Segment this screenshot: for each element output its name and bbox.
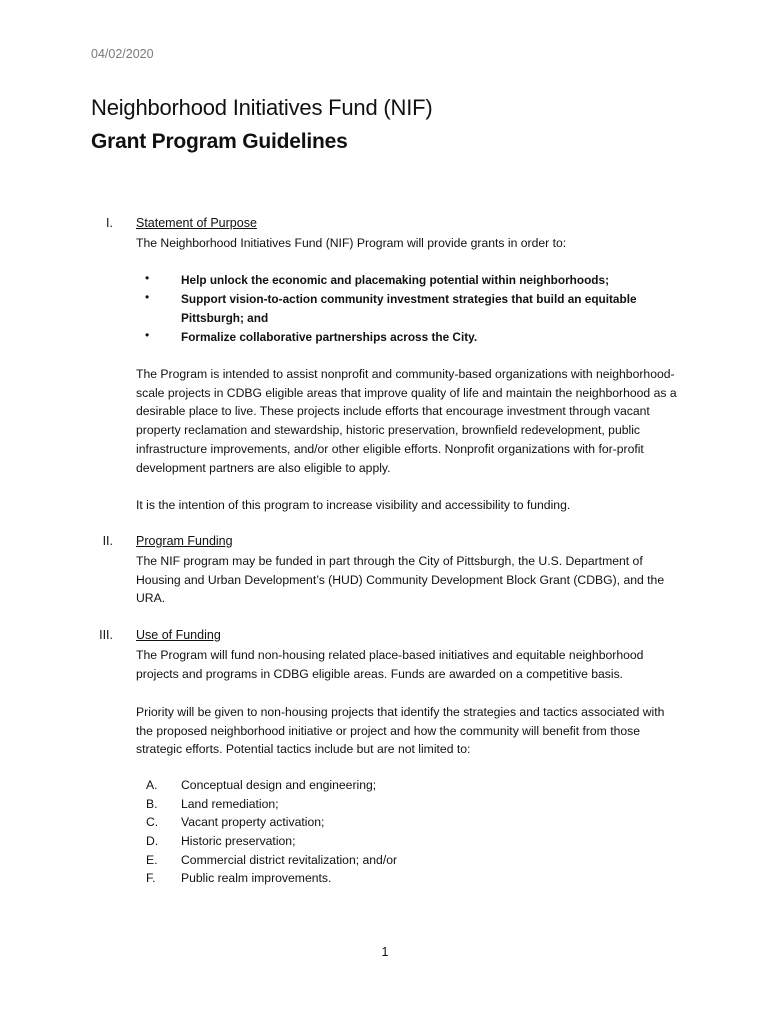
section-number: III.	[99, 628, 113, 642]
paragraph: The Program will fund non-housing related place-based initiatives and equitable neighborhood projects and programs in CDBG eligible areas. Funds are awarded on a competitive basis.	[136, 648, 644, 681]
section-number: II.	[102, 534, 113, 548]
list-letter: A.	[146, 778, 158, 792]
bullet-icon: •	[145, 328, 150, 342]
list-item: Land remediation;	[181, 797, 279, 811]
list-letter: E.	[146, 853, 158, 867]
list-item: Conceptual design and engineering;	[181, 778, 377, 792]
document-date: 04/02/2020	[91, 47, 154, 61]
document-title: Neighborhood Initiatives Fund (NIF)	[91, 95, 433, 120]
list-item: Vacant property activation;	[181, 815, 325, 829]
document-subtitle: Grant Program Guidelines	[91, 130, 348, 153]
bullet-item: Help unlock the economic and placemaking potential within neighborhoods;	[181, 273, 610, 287]
page-number: 1	[381, 945, 389, 959]
bullet-item: Formalize collaborative partnerships across the City.	[181, 330, 478, 344]
paragraph: Priority will be given to non-housing projects that identify the strategies and tactics associated with the proposed neighborhood initiative or project and how the community will benefit from those strategic efforts. Potential tactics include but are not limited to:	[136, 705, 665, 757]
list-item: Historic preservation;	[181, 834, 296, 848]
bullet-item: Support vision-to-action community investment strategies that build an equitable Pittsburgh; and	[181, 292, 637, 325]
paragraph: The NIF program may be funded in part through the City of Pittsburgh, the U.S. Department of Housing and Urban Development’s (HUD) Community Development Block Grant (CDBG), and the URA.	[136, 554, 665, 606]
list-letter: B.	[146, 797, 158, 811]
bullet-icon: •	[145, 271, 150, 285]
section-heading-program-funding: Program Funding	[136, 534, 233, 548]
section-number: I.	[106, 216, 113, 230]
list-letter: D.	[146, 834, 159, 848]
section-heading-statement-of-purpose: Statement of Purpose	[136, 216, 257, 230]
list-letter: C.	[146, 815, 159, 829]
paragraph: It is the intention of this program to increase visibility and accessibility to funding.	[136, 498, 571, 512]
list-item: Commercial district revitalization; and/or	[181, 853, 398, 867]
bullet-icon: •	[145, 290, 150, 304]
section-heading-use-of-funding: Use of Funding	[136, 628, 221, 642]
section-intro: The Neighborhood Initiatives Fund (NIF) Program will provide grants in order to:	[136, 236, 567, 250]
list-item: Public realm improvements.	[181, 871, 332, 885]
list-letter: F.	[146, 871, 156, 885]
paragraph: The Program is intended to assist nonprofit and community-based organizations with neighborhood-scale projects in CDBG eligible areas that improve quality of life and maintain the neighborhood as a desirable place to live. These projects include efforts that encourage investment through vacant property reclamation and stewardship, historic preservation, brownfield redevelopment, public infrastructure improvements, and/or other eligible efforts. Nonprofit organizations with for-profit development partners are also eligible to apply.	[136, 367, 677, 475]
